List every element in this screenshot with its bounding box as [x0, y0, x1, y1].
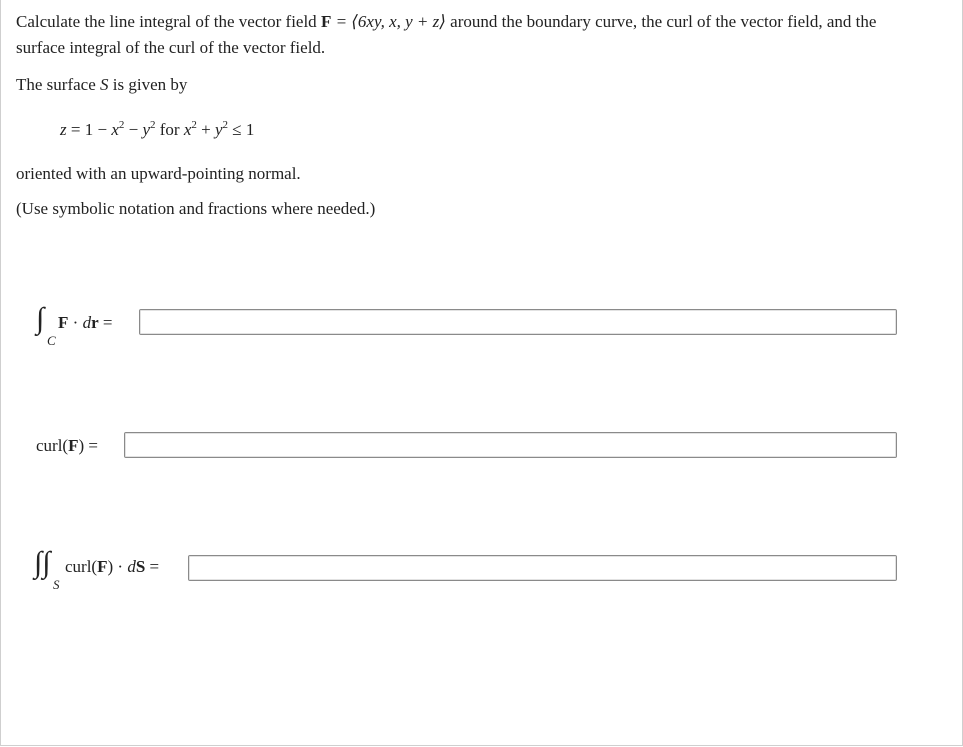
line-integral-expression: F · dr = [58, 313, 113, 332]
surface-intro [16, 72, 187, 98]
double-integral-sign-icon: ∫∫ [34, 546, 51, 579]
integral-subscript: C [47, 333, 56, 348]
field-symbol: F [320, 12, 332, 31]
surface-symbol: S [100, 75, 109, 94]
eq-y: y [214, 120, 223, 139]
question-intro-line1 [16, 9, 876, 35]
eq-x: x [183, 120, 192, 139]
line-integral-input[interactable] [139, 309, 897, 335]
eq-z: z [60, 120, 67, 139]
surface-integral-expression: curl(F) · dS = [65, 557, 160, 576]
surface-integral-input[interactable] [188, 555, 897, 581]
surface-intro-text: The surface [16, 75, 101, 94]
surface-intro-end: is given by [108, 75, 188, 94]
eq-sup: 2 [191, 119, 197, 131]
instruction-note: (Use symbolic notation and fractions where needed.) [16, 199, 376, 218]
eq-sup: 2 [222, 119, 229, 131]
eq-y: y [142, 120, 150, 139]
eq-sup: 2 [150, 119, 156, 131]
question-intro-line2: surface integral of the curl of the vector field. [16, 38, 326, 57]
surface-equation: $z = 1 - x^2 - y^2$ for $x^2 + y^2 \le 1$ [60, 119, 255, 139]
curl-label: curl(F) = [36, 436, 98, 455]
eq-sup: 2 [118, 119, 125, 131]
eq-x: x [111, 120, 119, 139]
field-definition: = ⟨6xy, x, y + z⟩ [331, 12, 446, 31]
integral-sign-icon: ∫ [36, 302, 45, 335]
intro-text: Calculate the line integral of the vector field [16, 12, 321, 31]
curl-input[interactable] [124, 432, 897, 458]
intro-text-cont: around the boundary curve, the curl of the vector field, and the [445, 12, 877, 31]
double-integral-subscript: S [53, 577, 60, 592]
orientation-text: oriented with an upward-pointing normal. [16, 164, 301, 183]
